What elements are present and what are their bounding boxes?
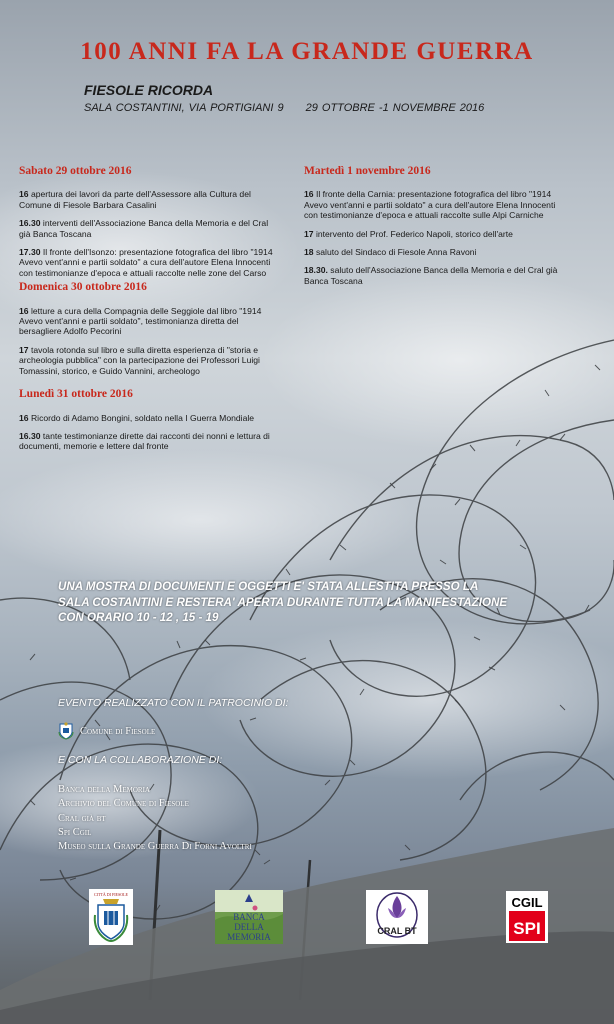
program-item xyxy=(304,189,562,220)
patronage-comune xyxy=(58,722,155,740)
item-text: Il fronte della Carnia: presentazione fotografica del libro "1914 Avevo vent'anni e partii soldato" a cura dell'autore Elena Innocenti con testimonianze d'epoca e attuali raccolte sulle Alpi Carniche xyxy=(304,189,556,221)
exhibition-line: CON ORARIO 10 - 12 , 15 - 19 xyxy=(58,611,219,624)
collaborator-item: Banca della Memoria xyxy=(58,784,150,795)
program-right-column xyxy=(304,166,562,294)
collaborator-item: Museo sulla Grande Guerra Di Forni Avoltri xyxy=(58,841,252,853)
banca-logo-line: MEMORIA xyxy=(227,932,271,942)
item-text: interventi dell'Associazione Banca della Memoria e del Cral già Banca Toscana xyxy=(19,218,269,239)
program-left-column xyxy=(19,166,274,460)
comune-fiesole-logo xyxy=(89,889,133,945)
subtitle: FIESOLE RICORDA xyxy=(84,82,214,98)
cral-logo-text: CRAL BT xyxy=(377,926,417,936)
item-text: Il fronte dell'Isonzo: presentazione fotografica del libro "1914 Avevo vent'anni e partii soldato" a cura dell'autore Elena Innocenti con testimonianze d'epoca e attuali raccolte nelle zone del Carso xyxy=(19,247,273,278)
program-item xyxy=(19,189,274,210)
item-time: 16.30 xyxy=(19,430,41,441)
item-time: 17 xyxy=(19,344,29,355)
event-dates: 29 OTTOBRE -1 NOVEMBRE 2016 xyxy=(305,102,485,114)
exhibition-line: UNA MOSTRA DI DOCUMENTI E OGGETTI E' STATA ALLESTITA PRESSO LA xyxy=(58,580,479,593)
cral-bt-logo xyxy=(366,890,428,944)
exhibition-line: SALA COSTANTINI E RESTERA' APERTA DURANTE TUTTA LA MANIFESTAZIONE xyxy=(58,595,508,609)
item-text: Ricordo di Adamo Bongini, soldato nella I Guerra Mondiale xyxy=(30,412,255,423)
program-item xyxy=(19,413,274,423)
item-text: letture a cura della Compagnia delle Seggiole dal libro "1914 Avevo vent'anni e partii soldato", testimonianza diretta del bersagliere Adolfo Pecorini xyxy=(19,305,262,337)
item-text: saluto dell'Associazione Banca della Memoria e del Cral già Banca Toscana xyxy=(304,265,558,286)
collaborator-item: Cral già bt xyxy=(58,812,106,824)
item-time: 16 xyxy=(19,305,29,316)
day-heading-sunday: Domenica 30 ottobre 2016 xyxy=(19,281,147,294)
item-time: 16 xyxy=(19,412,29,423)
day-heading-saturday: Sabato 29 ottobre 2016 xyxy=(19,165,132,177)
comune-logo-caption: CITTÀ DI FIESOLE xyxy=(94,892,128,897)
program-item xyxy=(19,345,274,376)
program-item xyxy=(304,265,562,286)
program-item xyxy=(19,431,274,452)
cgil-spi-logo xyxy=(506,891,548,943)
poster-title: 100 ANNI FA LA GRANDE GUERRA xyxy=(80,38,534,65)
collaborator-item: Archivio del Comune di Fiesole xyxy=(58,798,189,810)
item-time: 17.30 xyxy=(19,247,41,258)
collaborators-list xyxy=(58,783,252,854)
collaboration-label: E CON LA COLLABORAZIONE DI: xyxy=(58,754,223,766)
patronage-label: EVENTO REALIZZATO CON IL PATROCINIO DI: xyxy=(58,697,289,709)
item-time: 16 xyxy=(19,189,29,200)
spi-logo-text: SPI xyxy=(513,919,541,938)
day-heading-monday: Lunedì 31 ottobre 2016 xyxy=(19,388,133,401)
program-item xyxy=(19,247,274,278)
program-item xyxy=(304,247,562,257)
banca-logo-line: DELLA xyxy=(234,922,264,932)
program-item xyxy=(304,229,562,239)
banca-della-memoria-logo xyxy=(215,890,283,944)
item-time: 18.30. xyxy=(304,265,328,276)
cgil-logo-text: CGIL xyxy=(511,895,543,910)
venue: SALA COSTANTINI, VIA PORTIGIANI 9 xyxy=(84,102,284,114)
coat-of-arms-icon xyxy=(58,722,74,740)
item-time: 18 xyxy=(304,247,314,258)
item-text: tavola rotonda sul libro e sulla diretta esperienza di "storia e archeologia pubblica" con la partecipazione dei Professori Luigi Tomassini, storico, e Guido Vannini, archeologo xyxy=(19,344,260,376)
item-time: 16.30 xyxy=(19,218,41,229)
banca-logo-line: BANCA xyxy=(233,912,265,922)
collaborator-item: Spi Cgil xyxy=(58,826,92,838)
item-text: apertura dei lavori da parte dell'Assessore alla Cultura del Comune di Fiesole Barbara Casalini xyxy=(19,189,251,210)
comune-name: Comune di Fiesole xyxy=(80,725,156,737)
item-time: 16 xyxy=(304,189,314,200)
program-item xyxy=(19,218,274,239)
item-text: intervento del Prof. Federico Napoli, storico dell'arte xyxy=(315,228,513,239)
venue-and-dates xyxy=(84,102,484,114)
item-text: tante testimonianze dirette dai racconti dei nonni e lettura di documenti, memorie e lettere dal fronte xyxy=(19,430,270,452)
day-heading-tuesday: Martedì 1 novembre 2016 xyxy=(304,165,431,177)
item-text: saluto del Sindaco di Fiesole Anna Ravoni xyxy=(315,247,477,258)
program-item xyxy=(19,306,274,337)
exhibition-note xyxy=(58,579,558,626)
item-time: 17 xyxy=(304,228,314,239)
